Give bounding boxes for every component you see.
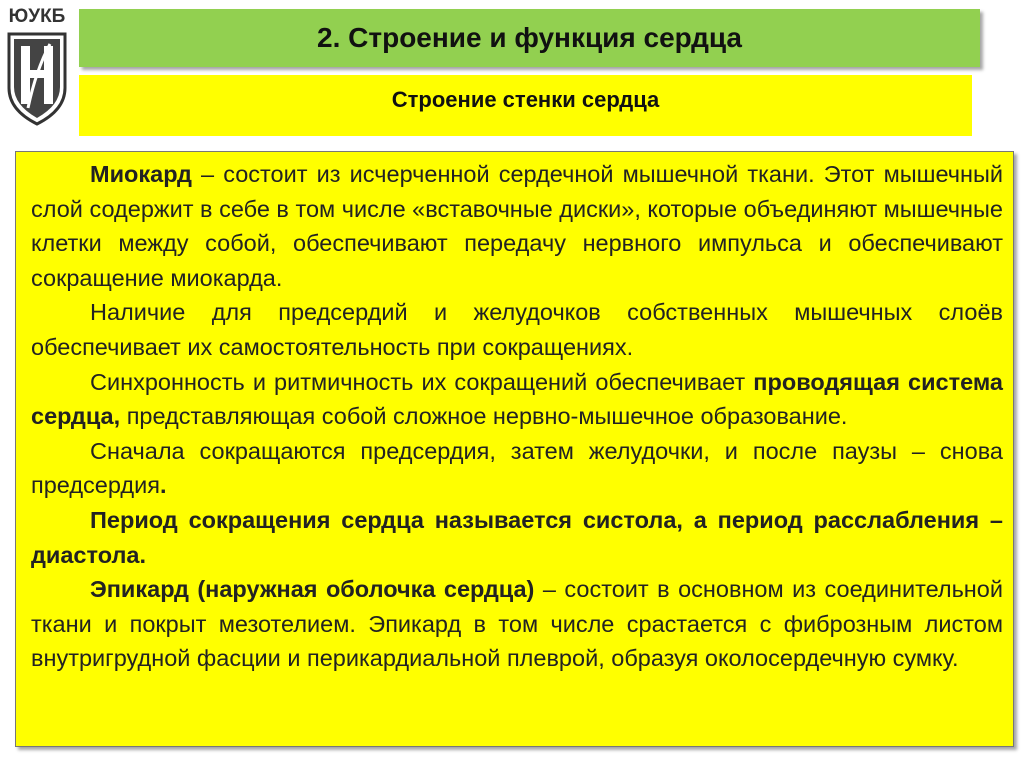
subtitle-bar [79, 75, 972, 136]
page-title: 2. Строение и функция сердца [317, 22, 742, 53]
paragraph-text: представляющая собой сложное нервно-мышечное образование. [120, 403, 848, 430]
paragraph-systole-diastole [31, 503, 1003, 572]
paragraph-text: Сначала сокращаются предсердия, затем желудочки, и после паузы – снова предсердия [31, 437, 1003, 499]
period-bold: . [159, 472, 167, 499]
paragraph-muscle-layers [31, 295, 1003, 364]
paragraph-text: – состоит из исчерченной сердечной мышечной ткани. Этот мышечный слой содержит в себе в том числе «вставочные диски», которые объединяют мышечные клетки между собой, обеспечивают передачу нервного импульса и обеспечивают сокращение миокарда. [31, 161, 1003, 291]
paragraph-text: Синхронность и ритмичность их сокращений обеспечивает [90, 368, 754, 395]
paragraph-text: Наличие для предсердий и желудочков собственных мышечных слоёв обеспечивает их самостоятельность при сокращениях. [31, 299, 1003, 360]
paragraph-text: – состоит в основном из соединительной ткани и покрыт мезотелием. Эпикард в том числе срастается с фиброзным листом внутригрудной фасции и перикардиальной плеврой, образуя околосердечную сумку. [31, 576, 1003, 672]
shield-crest-icon [6, 30, 68, 126]
paragraph-conduction [31, 365, 1003, 434]
logo [4, 6, 70, 128]
term-epicardium: Эпикард (наружная оболочка сердца) [90, 576, 535, 603]
term-systole-diastole: Период сокращения сердца называется систола, а период расслабления – диастола. [31, 506, 1003, 568]
logo-text: ЮУКБ [8, 6, 66, 27]
paragraph-epicardium [31, 572, 1003, 676]
paragraph-sequence [31, 434, 1003, 503]
paragraph-myocardium [31, 157, 1003, 295]
term-myocardium: Миокард [90, 161, 192, 187]
term-conduction-system: проводящая система сердца, [31, 368, 1004, 430]
section-subtitle: Строение стенки сердца [391, 87, 660, 112]
title-bar [79, 9, 980, 67]
content-box [15, 151, 1014, 747]
